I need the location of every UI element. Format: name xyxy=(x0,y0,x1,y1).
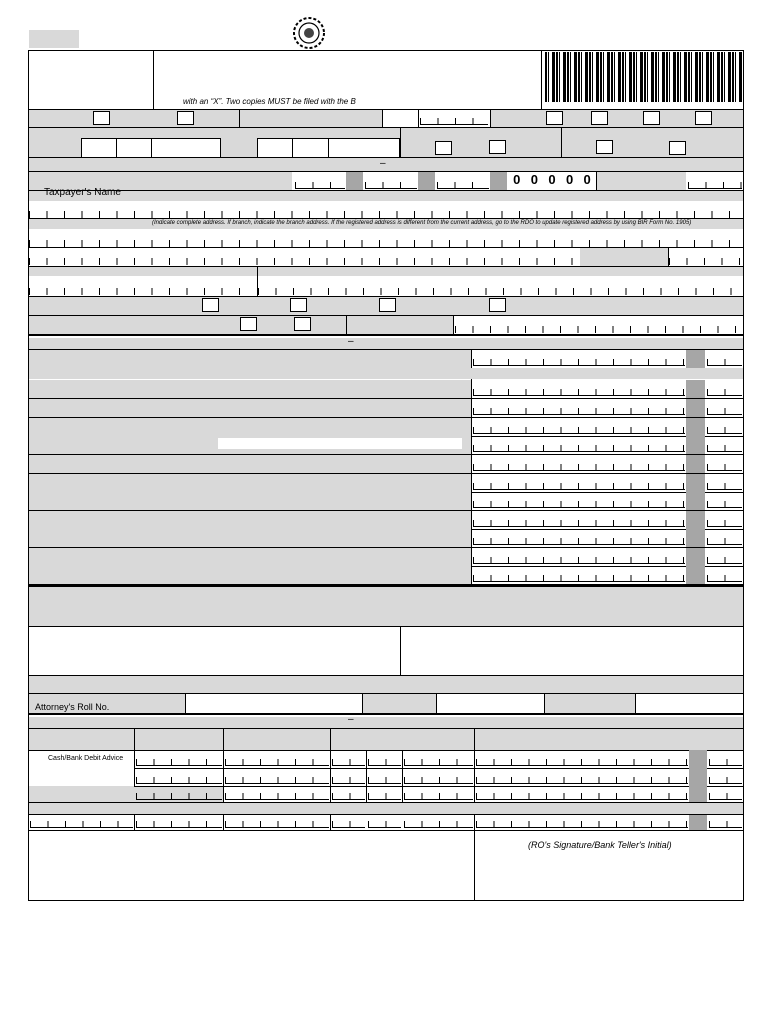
barcode-divider xyxy=(541,50,542,109)
computation-amount-field[interactable] xyxy=(473,389,685,396)
address-note: (Indicate complete address. If branch, indicate the branch address. If the registered address is different from the current address, go to the RDO to update registered address by using BIR Form No. 1905) xyxy=(152,220,692,226)
payment-field[interactable] xyxy=(136,793,222,800)
payment-field[interactable] xyxy=(332,793,365,800)
decimal-separator xyxy=(689,750,707,768)
computation-row-label xyxy=(29,399,471,417)
computation-cents-field[interactable] xyxy=(707,575,742,582)
checkbox-11[interactable] xyxy=(202,298,219,312)
branch-digit: 0 xyxy=(548,172,556,187)
checkbox-4[interactable] xyxy=(591,111,608,125)
payment-field[interactable] xyxy=(404,777,473,784)
tin-part-3[interactable] xyxy=(437,182,489,189)
checkbox-13[interactable] xyxy=(379,298,396,312)
row-divider xyxy=(134,786,744,787)
part3-dash: – xyxy=(348,714,354,725)
checkbox-8[interactable] xyxy=(489,140,506,154)
header-divider xyxy=(153,50,154,109)
address-line-1[interactable] xyxy=(29,240,743,247)
computation-row-label xyxy=(29,529,471,547)
exemption-field[interactable] xyxy=(455,326,742,333)
computation-row-label xyxy=(29,380,471,398)
zip-code-field[interactable] xyxy=(669,258,742,265)
rdo-code-field[interactable] xyxy=(688,182,742,189)
payment-cents-field[interactable] xyxy=(709,777,742,784)
decimal-separator xyxy=(689,814,707,830)
form-number-box xyxy=(29,30,79,48)
computation-amount-field[interactable] xyxy=(473,501,685,508)
decimal-separator xyxy=(686,529,705,547)
computation-amount-field[interactable] xyxy=(473,483,685,490)
branch-digit: 0 xyxy=(565,172,574,187)
payment-field[interactable] xyxy=(476,821,688,828)
computation-amount-field[interactable] xyxy=(473,575,685,582)
computation-row-label xyxy=(29,350,471,368)
part3-header xyxy=(29,717,743,728)
checkbox-7[interactable] xyxy=(435,141,452,155)
year-field[interactable] xyxy=(420,118,488,125)
header-instruction: with an “X”. Two copies MUST be filed with the B xyxy=(183,97,356,106)
payment-field[interactable] xyxy=(368,759,401,766)
part1-dash: – xyxy=(380,158,386,169)
taxpayer-name-field[interactable] xyxy=(29,211,743,218)
computation-row-label xyxy=(29,548,471,566)
payment-field[interactable] xyxy=(225,777,329,784)
decimal-separator xyxy=(686,418,705,436)
computation-amount-field[interactable] xyxy=(473,538,685,545)
payment-field[interactable] xyxy=(225,821,329,828)
tin-part-2[interactable] xyxy=(365,182,417,189)
payment-field[interactable] xyxy=(332,821,365,828)
computation-cents-field[interactable] xyxy=(707,408,742,415)
ro-signature-label: (RO's Signature/Bank Teller's Initial) xyxy=(528,840,672,850)
payment-cents-field[interactable] xyxy=(709,759,742,766)
contact-field[interactable] xyxy=(29,288,256,295)
decimal-separator xyxy=(686,380,705,398)
barcode xyxy=(545,52,742,102)
checkbox-6[interactable] xyxy=(695,111,712,125)
payment-field[interactable] xyxy=(225,793,329,800)
computation-amount-field[interactable] xyxy=(473,359,685,366)
payment-cents-field[interactable] xyxy=(709,793,742,800)
address-line-2[interactable] xyxy=(29,258,577,265)
payment-field[interactable] xyxy=(368,777,401,784)
payment-field[interactable] xyxy=(476,759,688,766)
checkbox-12[interactable] xyxy=(290,298,307,312)
computation-amount-field[interactable] xyxy=(473,408,685,415)
branch-digit: 0 xyxy=(513,172,521,187)
computation-cents-field[interactable] xyxy=(707,464,742,471)
decimal-separator xyxy=(689,786,707,802)
computation-row-label xyxy=(29,455,471,473)
part2-header xyxy=(29,338,743,349)
part2-dash: – xyxy=(348,336,354,347)
payment-field[interactable] xyxy=(136,759,222,766)
payment-field[interactable] xyxy=(225,759,329,766)
blank-overlay-field[interactable] xyxy=(218,438,462,449)
checkbox-14[interactable] xyxy=(489,298,506,312)
payment-field[interactable] xyxy=(368,821,401,828)
decimal-separator xyxy=(689,768,707,786)
computation-cents-field[interactable] xyxy=(707,501,742,508)
payment-field[interactable] xyxy=(332,759,365,766)
checkbox-1[interactable] xyxy=(93,111,110,125)
computation-amount-field[interactable] xyxy=(473,520,685,527)
part1-header xyxy=(29,158,743,171)
decimal-separator xyxy=(686,399,705,417)
computation-amount-field[interactable] xyxy=(473,445,685,452)
checkbox-5[interactable] xyxy=(643,111,660,125)
checkbox-10[interactable] xyxy=(669,141,686,155)
branch-digit: 0 xyxy=(583,172,591,187)
payment-field[interactable] xyxy=(476,793,688,800)
checkbox-9[interactable] xyxy=(596,140,613,154)
payment-field[interactable] xyxy=(136,821,222,828)
computation-cents-field[interactable] xyxy=(707,538,742,545)
payment-field[interactable] xyxy=(136,777,222,784)
computation-cents-field[interactable] xyxy=(707,427,742,434)
amount-column-divider xyxy=(471,350,472,584)
payment-field[interactable] xyxy=(368,793,401,800)
payment-field[interactable] xyxy=(404,793,473,800)
decimal-separator xyxy=(686,492,705,510)
email-field[interactable] xyxy=(258,288,743,295)
tin-part-1[interactable] xyxy=(295,182,345,189)
computation-row-label xyxy=(29,474,471,492)
part2-bottom-rule xyxy=(28,584,744,586)
payment-field[interactable] xyxy=(332,777,365,784)
computation-cents-field[interactable] xyxy=(707,359,742,366)
computation-cents-field[interactable] xyxy=(707,520,742,527)
payment-cents-field[interactable] xyxy=(709,821,742,828)
payment-field[interactable] xyxy=(30,821,133,828)
computation-cents-field[interactable] xyxy=(707,445,742,452)
computation-row-label xyxy=(29,511,471,529)
branch-code-digits xyxy=(508,172,596,190)
payment-field[interactable] xyxy=(476,777,688,784)
checkbox-3[interactable] xyxy=(546,111,563,125)
computation-amount-field[interactable] xyxy=(473,427,685,434)
cash-debit-label: Cash/Bank Debit Advice xyxy=(48,755,124,762)
decimal-separator xyxy=(686,436,705,454)
decimal-separator xyxy=(686,455,705,473)
decimal-separator xyxy=(686,474,705,492)
computation-row-label xyxy=(29,492,471,510)
computation-amount-field[interactable] xyxy=(473,557,685,564)
computation-amount-field[interactable] xyxy=(473,464,685,471)
computation-row-label xyxy=(29,418,471,436)
computation-cents-field[interactable] xyxy=(707,389,742,396)
branch-digit: 0 xyxy=(530,172,538,187)
bir-seal-logo xyxy=(291,16,327,50)
payment-field[interactable] xyxy=(404,759,473,766)
checkbox-2[interactable] xyxy=(177,111,194,125)
decimal-separator xyxy=(686,350,705,368)
decimal-separator xyxy=(686,566,705,584)
decimal-separator xyxy=(686,548,705,566)
checkbox-16[interactable] xyxy=(294,317,311,331)
computation-cents-field[interactable] xyxy=(707,483,742,490)
declaration-area xyxy=(29,587,743,626)
computation-cents-field[interactable] xyxy=(707,557,742,564)
computation-row-label xyxy=(29,566,471,584)
payment-field[interactable] xyxy=(404,821,473,828)
decimal-separator xyxy=(686,511,705,529)
checkbox-15[interactable] xyxy=(240,317,257,331)
taxpayer-name-label: Taxpayer's Name xyxy=(44,187,121,198)
row1-bar-left xyxy=(29,110,382,127)
row-divider xyxy=(134,768,744,769)
attorney-roll-label: Attorney's Roll No. xyxy=(35,702,110,712)
